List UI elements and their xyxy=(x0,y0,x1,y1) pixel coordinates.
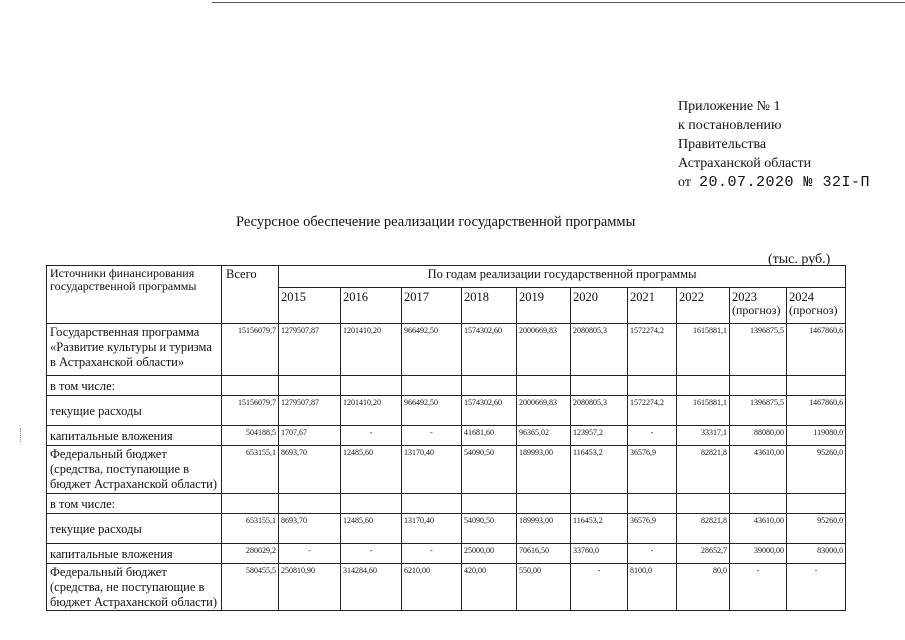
cell-2017: 13170,40 xyxy=(402,446,462,494)
row-total: 653155,1 xyxy=(222,514,279,544)
cell-2019 xyxy=(517,376,571,396)
appendix-line: Правительства xyxy=(678,137,767,152)
year-label: 2023 xyxy=(732,290,757,304)
cell-2019 xyxy=(517,494,571,514)
cell-2019: 189993,00 xyxy=(517,514,571,544)
cell-2015: 1279507,87 xyxy=(279,396,341,426)
cell-2017 xyxy=(402,376,462,396)
cell-2017: - xyxy=(402,544,462,564)
cell-2024: 119080,0 xyxy=(787,426,846,446)
row-total xyxy=(222,376,279,396)
cell-2023: 1396875,5 xyxy=(730,396,787,426)
units-label: (тыс. руб.) xyxy=(768,252,831,267)
row-label: Государственная программа «Развитие культуры и туризма в Астраханской области» xyxy=(47,324,222,376)
table-row xyxy=(47,324,846,376)
cell-2023: 43610,00 xyxy=(730,446,787,494)
cell-2021: 1572274,2 xyxy=(628,324,677,376)
cell-2015: 8693,70 xyxy=(279,446,341,494)
header-year-2017 xyxy=(402,288,462,324)
header-source: Источники финансирования государственной программы xyxy=(47,266,222,324)
year-label: 2020 xyxy=(573,290,598,304)
cell-2024: 95260,0 xyxy=(787,514,846,544)
row-label: текущие расходы xyxy=(47,514,222,544)
resolution-date-number: 20.07.2020 № 32I-П xyxy=(698,174,870,191)
cell-2016 xyxy=(341,494,402,514)
cell-2018: 1574302,60 xyxy=(462,324,517,376)
cell-2022: 1615881,1 xyxy=(677,396,730,426)
cell-2022: 82821,8 xyxy=(677,446,730,494)
row-label: текущие расходы xyxy=(47,396,222,426)
table-row xyxy=(47,426,846,446)
cell-2016: 314284,60 xyxy=(341,564,402,611)
row-total xyxy=(222,494,279,514)
page-title: Ресурсное обеспечение реализации государственной программы xyxy=(236,214,636,230)
cell-2015: 1279507,87 xyxy=(279,324,341,376)
forecast-label: (прогноз) xyxy=(732,303,781,317)
cell-2020: 123957,2 xyxy=(571,426,628,446)
header-year-2021 xyxy=(628,288,677,324)
cell-2024 xyxy=(787,376,846,396)
cell-2015: 8693,70 xyxy=(279,514,341,544)
cell-2024: 83000,0 xyxy=(787,544,846,564)
cell-2022 xyxy=(677,494,730,514)
resource-table xyxy=(46,265,846,611)
cell-2021: 1572274,2 xyxy=(628,396,677,426)
cell-2023: 39000,00 xyxy=(730,544,787,564)
cell-2015 xyxy=(279,376,341,396)
cell-2020: 2080805,3 xyxy=(571,396,628,426)
appendix-line: к постановлению xyxy=(678,118,782,133)
cell-2017: 966492,50 xyxy=(402,324,462,376)
year-label: 2016 xyxy=(343,290,368,304)
cell-2024: 95260,0 xyxy=(787,446,846,494)
cell-2021: 8100,0 xyxy=(628,564,677,611)
cell-2018 xyxy=(462,494,517,514)
cell-2022 xyxy=(677,376,730,396)
cell-2018: 41681,60 xyxy=(462,426,517,446)
appendix-line: Приложение № 1 xyxy=(678,99,781,114)
header-year-2024 xyxy=(787,288,846,324)
row-label: Федеральный бюджет (средства, поступающие в бюджет Астраханской области) xyxy=(47,446,222,494)
table-body xyxy=(47,266,846,611)
cell-2019: 189993,00 xyxy=(517,446,571,494)
year-label: 2024 xyxy=(789,290,814,304)
cell-2017: 6210,00 xyxy=(402,564,462,611)
scan-edge-line xyxy=(212,2,905,3)
year-label: 2017 xyxy=(404,290,429,304)
header-by-years: По годам реализации государственной программы xyxy=(279,266,846,288)
cell-2020: 116453,2 xyxy=(571,446,628,494)
cell-2018: 420,00 xyxy=(462,564,517,611)
row-total: 580455,5 xyxy=(222,564,279,611)
cell-2016: - xyxy=(341,426,402,446)
header-year-2015 xyxy=(279,288,341,324)
row-label: капитальные вложения xyxy=(47,426,222,446)
cell-2023: 1396875,5 xyxy=(730,324,787,376)
cell-2021: 36576,9 xyxy=(628,514,677,544)
row-label: капитальные вложения xyxy=(47,544,222,564)
cell-2015: - xyxy=(279,544,341,564)
cell-2016: 12485,60 xyxy=(341,446,402,494)
header-year-2016 xyxy=(341,288,402,324)
cell-2015 xyxy=(279,494,341,514)
table-row xyxy=(47,514,846,544)
cell-2019: 2000669,83 xyxy=(517,396,571,426)
date-prefix: от xyxy=(678,175,691,190)
header-total: Всего xyxy=(222,266,279,324)
forecast-label: (прогноз) xyxy=(789,303,838,317)
table-row xyxy=(47,446,846,494)
year-label: 2019 xyxy=(519,290,544,304)
cell-2016: 1201410,20 xyxy=(341,324,402,376)
cell-2024: 1467860,6 xyxy=(787,396,846,426)
cell-2023: 43610,00 xyxy=(730,514,787,544)
row-label: в том числе: xyxy=(47,376,222,396)
cell-2023 xyxy=(730,494,787,514)
cell-2022: 80,0 xyxy=(677,564,730,611)
cell-2024 xyxy=(787,494,846,514)
cell-2021 xyxy=(628,376,677,396)
header-year-2023 xyxy=(730,288,787,324)
cell-2016 xyxy=(341,376,402,396)
appendix-block xyxy=(678,97,870,192)
header-year-2022 xyxy=(677,288,730,324)
table-row xyxy=(47,396,846,426)
row-total: 15156079,7 xyxy=(222,324,279,376)
cell-2022: 82821,8 xyxy=(677,514,730,544)
row-total: 280029,2 xyxy=(222,544,279,564)
cell-2019: 550,00 xyxy=(517,564,571,611)
margin-mark xyxy=(20,428,25,442)
cell-2018: 54090,50 xyxy=(462,514,517,544)
cell-2020 xyxy=(571,376,628,396)
cell-2019: 2000669,83 xyxy=(517,324,571,376)
cell-2020: 33760,0 xyxy=(571,544,628,564)
header-year-2020 xyxy=(571,288,628,324)
cell-2023: - xyxy=(730,564,787,611)
table-row xyxy=(47,544,846,564)
cell-2023 xyxy=(730,376,787,396)
cell-2015: 1707,67 xyxy=(279,426,341,446)
table-row xyxy=(47,494,846,514)
cell-2022: 33317,1 xyxy=(677,426,730,446)
cell-2016: - xyxy=(341,544,402,564)
cell-2021: 36576,9 xyxy=(628,446,677,494)
cell-2015: 250810,90 xyxy=(279,564,341,611)
cell-2017: - xyxy=(402,426,462,446)
year-label: 2022 xyxy=(679,290,704,304)
cell-2020 xyxy=(571,494,628,514)
year-label: 2018 xyxy=(464,290,489,304)
cell-2022: 1615881,1 xyxy=(677,324,730,376)
cell-2020: 2080805,3 xyxy=(571,324,628,376)
cell-2024: - xyxy=(787,564,846,611)
cell-2020: 116453,2 xyxy=(571,514,628,544)
cell-2019: 70616,50 xyxy=(517,544,571,564)
cell-2018: 54090,50 xyxy=(462,446,517,494)
cell-2021: - xyxy=(628,426,677,446)
cell-2021: - xyxy=(628,544,677,564)
cell-2022: 28652,7 xyxy=(677,544,730,564)
year-label: 2015 xyxy=(281,290,306,304)
cell-2017: 966492,50 xyxy=(402,396,462,426)
table-row xyxy=(47,376,846,396)
cell-2021 xyxy=(628,494,677,514)
cell-2023: 88080,00 xyxy=(730,426,787,446)
row-total: 15156079,7 xyxy=(222,396,279,426)
row-label: Федеральный бюджет (средства, не поступающие в бюджет Астраханской области) xyxy=(47,564,222,611)
cell-2018: 1574302,60 xyxy=(462,396,517,426)
appendix-line: Астраханской области xyxy=(678,156,812,171)
header-year-2018 xyxy=(462,288,517,324)
cell-2018: 25000,00 xyxy=(462,544,517,564)
row-total: 653155,1 xyxy=(222,446,279,494)
cell-2024: 1467860,6 xyxy=(787,324,846,376)
row-label: в том числе: xyxy=(47,494,222,514)
cell-2017: 13170,40 xyxy=(402,514,462,544)
header-row xyxy=(47,266,846,288)
cell-2016: 12485,60 xyxy=(341,514,402,544)
table-row xyxy=(47,564,846,611)
cell-2020: - xyxy=(571,564,628,611)
cell-2018 xyxy=(462,376,517,396)
appendix-date-line xyxy=(678,173,870,192)
year-label: 2021 xyxy=(630,290,655,304)
cell-2019: 96365,02 xyxy=(517,426,571,446)
header-year-2019 xyxy=(517,288,571,324)
cell-2016: 1201410,20 xyxy=(341,396,402,426)
row-total: 504188,5 xyxy=(222,426,279,446)
cell-2017 xyxy=(402,494,462,514)
